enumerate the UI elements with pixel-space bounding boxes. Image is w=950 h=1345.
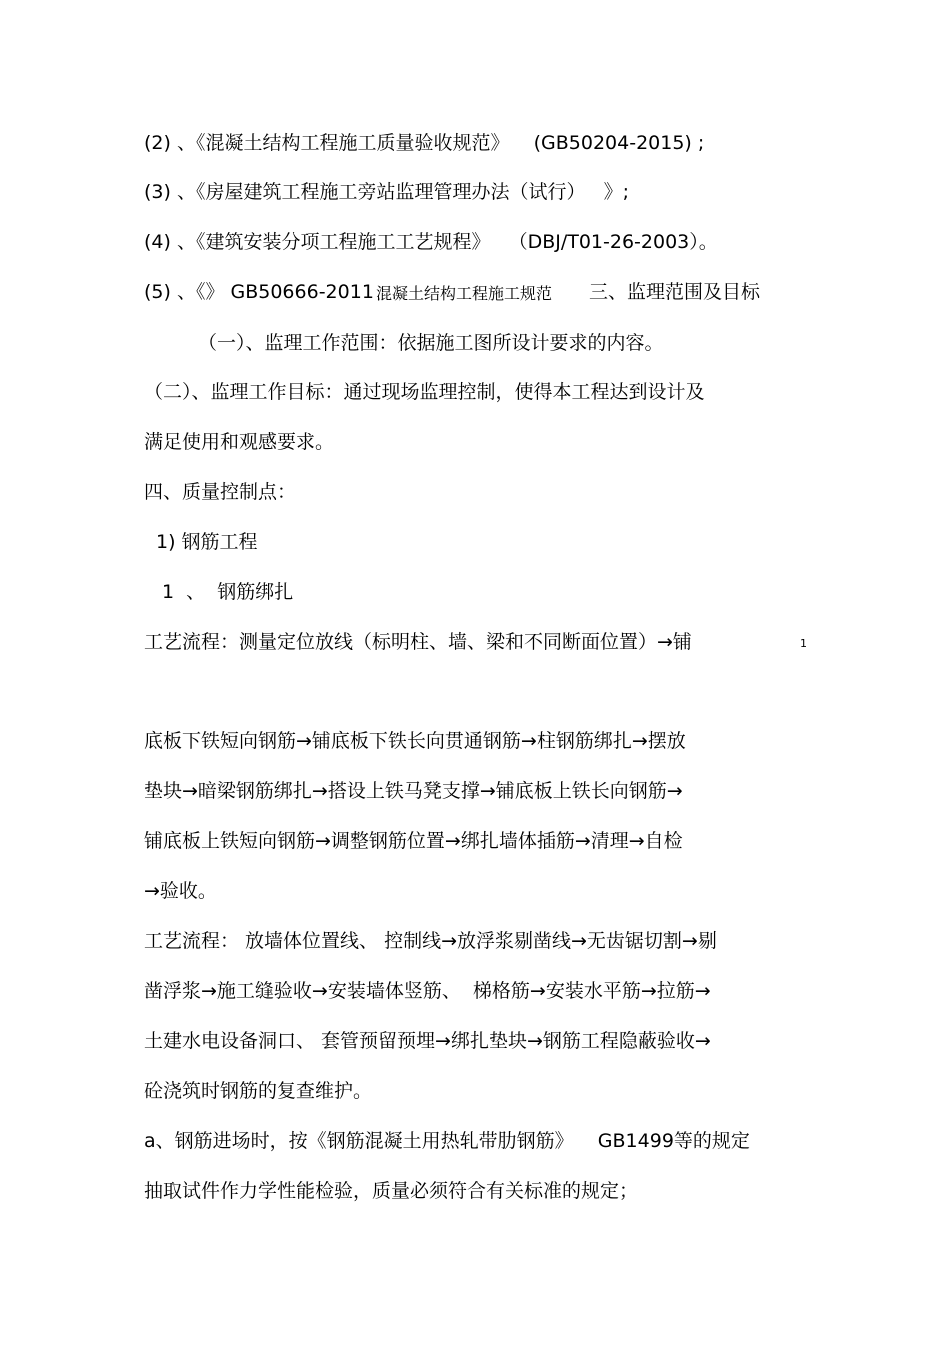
text-line: 抽取试件作力学性能检验，质量必须符合有关标准的规定；: [144, 1180, 639, 1202]
text-line: （二）、监理工作目标：通过现场监理控制，使得本工程达到设计及: [144, 381, 705, 403]
text-line: (4) 、《建筑安装分项工程施工工艺规程》 （DBJ/T01-26-2003）。: [144, 231, 718, 253]
text-line: 工艺流程：测量定位放线（标明柱、墙、梁和不同断面位置）→铺: [144, 631, 692, 653]
subheading: 1 、 钢筋绑扎: [162, 581, 294, 603]
page-number: 1: [800, 637, 807, 650]
text-line: (5) 、《》 GB50666-2011: [144, 281, 374, 303]
text-line: 垫块→暗梁钢筋绑扎→搭设上铁马凳支撑→铺底板上铁长向钢筋→: [144, 780, 683, 802]
text-line: (3) 、《房屋建筑工程施工旁站监理管理办法（试行） 》;: [144, 181, 629, 203]
text-line: 铺底板上铁短向钢筋→调整钢筋位置→绑扎墙体插筋→清理→自检: [144, 830, 683, 852]
subheading: 1) 钢筋工程: [156, 531, 258, 553]
text-line: (2) 、《混凝土结构工程施工质量验收规范》 (GB50204-2015) ;: [144, 132, 705, 154]
text-line: 工艺流程： 放墙体位置线、 控制线→放浮浆剔凿线→无齿锯切割→剔: [144, 930, 717, 952]
section-heading: 四、质量控制点：: [144, 481, 297, 503]
text-line: （一）、监理工作范围：依据施工图所设计要求的内容。: [198, 332, 664, 354]
text-line-inline: 混凝土结构工程施工规范: [376, 284, 553, 303]
text-line: 满足使用和观感要求。: [144, 431, 335, 453]
text-line: 底板下铁短向钢筋→铺底板下铁长向贯通钢筋→柱钢筋绑扎→摆放: [144, 730, 686, 752]
section-heading: 三、监理范围及目标: [589, 281, 761, 303]
text-line: 土建水电设备洞口、 套管预留预埋→绑扎垫块→钢筋工程隐蔽验收→: [144, 1030, 711, 1052]
text-line: a、钢筋进场时，按《钢筋混凝土用热轧带肋钢筋》 GB1499等的规定: [144, 1130, 750, 1152]
text-line: 砼浇筑时钢筋的复查维护。: [144, 1080, 373, 1102]
text-line: 凿浮浆→施工缝验收→安装墙体竖筋、 梯格筋→安装水平筋→拉筋→: [144, 980, 711, 1002]
text-line: →验收。: [144, 880, 217, 902]
